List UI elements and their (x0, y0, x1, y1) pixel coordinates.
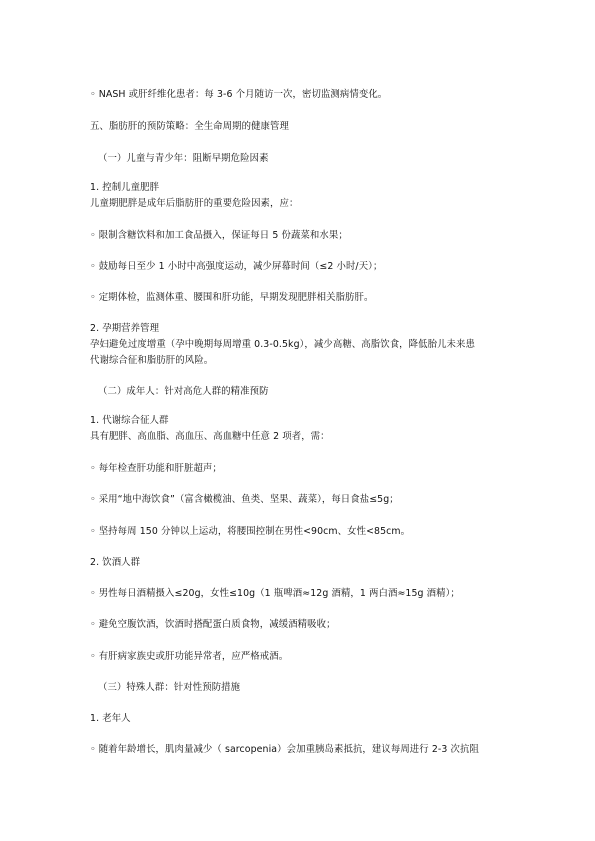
paragraph-metabolic: 具有肥胖、高血脂、高血压、高血糖中任意 2 项者，需： (90, 431, 330, 442)
subsection-heading-adults: （二）成年人：针对高危人群的精准预防 (98, 386, 269, 397)
paragraph-pregnancy-line1: 孕妇避免过度增重（孕中晚期每周增重 0.3-0.5kg），减少高糖、高脂饮食，降低胎儿未来患 (90, 339, 475, 350)
bullet-abstain: ◦ 有肝病家族史或肝功能异常者，应严格戒酒。 (90, 651, 289, 662)
bullet-mediterranean-diet: ◦ 采用“地中海饮食”（富含橄榄油、鱼类、坚果、蔬菜），每日食盐≤5g； (90, 494, 399, 505)
paragraph-child-obesity: 儿童期肥胖是成年后脂肪肝的重要危险因素，应： (90, 198, 299, 209)
bullet-checkup: ◦ 定期体检，监测体重、腰围和肝功能，早期发现肥胖相关脂肪肝。 (90, 292, 374, 303)
bullet-exercise: ◦ 鼓励每日至少 1 小时中高强度运动，减少屏幕时间（≤2 小时/天）； (90, 261, 383, 272)
bullet-nash-followup: ◦ NASH 或肝纤维化患者：每 3-6 个月随访一次，密切监测病情变化。 (90, 89, 388, 100)
bullet-annual-check: ◦ 每年检查肝功能和肝脏超声； (90, 463, 222, 474)
paragraph-pregnancy-line2: 代谢综合征和脂肪肝的风险。 (90, 355, 214, 366)
item-heading-drinking: 2. 饮酒人群 (90, 557, 141, 568)
subsection-heading-children: （一）儿童与青少年：阻断早期危险因素 (98, 153, 269, 164)
bullet-alcohol-limit: ◦ 男性每日酒精摄入≤20g，女性≤10g（1 瓶啤酒≈12g 酒精，1 两白酒≈15g 酒精）； (90, 588, 460, 599)
item-heading-metabolic: 1. 代谢综合征人群 (90, 415, 169, 426)
bullet-weekly-exercise: ◦ 坚持每周 150 分钟以上运动，将腰围控制在男性<90cm、女性<85cm。 (90, 526, 411, 537)
bullet-limit-sugar: ◦ 限制含糖饮料和加工食品摄入，保证每日 5 份蔬菜和水果； (90, 230, 348, 241)
item-heading-elderly: 1. 老年人 (90, 713, 131, 724)
item-heading-pregnancy: 2. 孕期营养管理 (90, 323, 160, 334)
bullet-empty-stomach: ◦ 避免空腹饮酒，饮酒时搭配蛋白质食物，减缓酒精吸收； (90, 619, 336, 630)
item-heading-child-obesity: 1. 控制儿童肥胖 (90, 182, 160, 193)
subsection-heading-special: （三）特殊人群：针对性预防措施 (98, 682, 241, 693)
bullet-sarcopenia: ◦ 随着年龄增长，肌肉量减少（ sarcopenia）会加重胰岛素抵抗，建议每周进行 2-3 次抗阻 (90, 744, 479, 755)
section-heading-prevention: 五、脂肪肝的预防策略：全生命周期的健康管理 (90, 121, 289, 132)
